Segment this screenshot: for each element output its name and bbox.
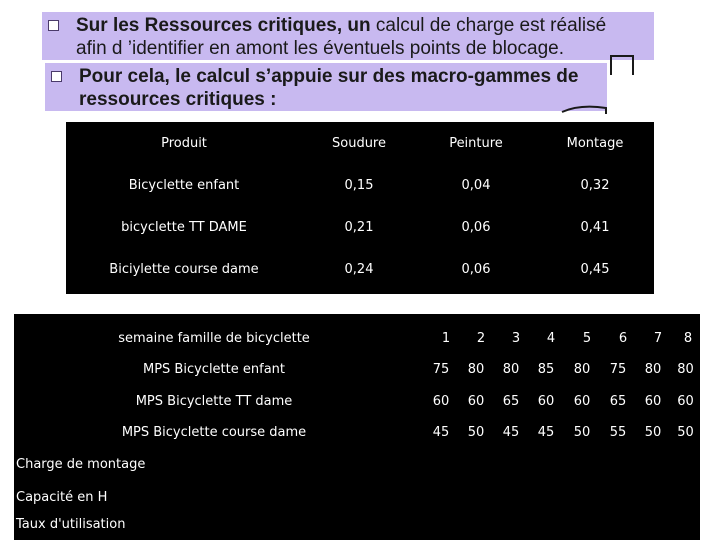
utilization-label: Taux d'utilisation bbox=[16, 517, 126, 532]
decorative-stroke bbox=[560, 104, 608, 118]
table-cell: 60 bbox=[644, 394, 662, 409]
table-cell: 0,04 bbox=[461, 177, 491, 193]
mps-load-table bbox=[14, 314, 700, 540]
table-cell: 60 bbox=[467, 394, 485, 409]
bullet-block-1 bbox=[42, 12, 654, 60]
week-header: 7 bbox=[653, 331, 663, 346]
table-cell: 50 bbox=[467, 425, 485, 440]
table-cell: 0,24 bbox=[344, 261, 374, 277]
table-header-row bbox=[66, 122, 654, 164]
table-cell: 45 bbox=[432, 425, 450, 440]
table-cell: 80 bbox=[644, 362, 662, 377]
table-cell: 80 bbox=[573, 362, 591, 377]
table-cell: 55 bbox=[609, 425, 627, 440]
table-cell: 60 bbox=[677, 394, 694, 409]
table-cell: 85 bbox=[537, 362, 555, 377]
week-header: 2 bbox=[476, 331, 486, 346]
square-bullet-icon bbox=[51, 71, 62, 82]
table-cell: 0,45 bbox=[580, 261, 610, 277]
header-cell: Peinture bbox=[449, 135, 503, 151]
table-row bbox=[14, 417, 700, 448]
macro-gamme-table bbox=[66, 122, 654, 294]
header-label: semaine famille de bicyclette bbox=[118, 331, 310, 346]
week-header: 6 bbox=[618, 331, 628, 346]
table-cell: 0,06 bbox=[461, 261, 491, 277]
table-row bbox=[66, 206, 654, 248]
decorative-frame bbox=[610, 55, 634, 75]
table-cell: 0,06 bbox=[461, 219, 491, 235]
row-label: MPS Bicyclette enfant bbox=[142, 362, 285, 377]
header-cell: Montage bbox=[566, 135, 624, 151]
table-cell: 0,21 bbox=[344, 219, 374, 235]
header-cell: Soudure bbox=[332, 135, 386, 151]
row-label: MPS Bicyclette TT dame bbox=[135, 394, 293, 409]
table-cell: Bicyclette enfant bbox=[128, 177, 240, 193]
header-cell: Produit bbox=[161, 135, 207, 151]
table-cell: 60 bbox=[537, 394, 555, 409]
week-header: 1 bbox=[441, 331, 451, 346]
table-cell: bicyclette TT DAME bbox=[121, 219, 247, 235]
week-header: 8 bbox=[683, 331, 693, 346]
week-header: 5 bbox=[582, 331, 592, 346]
bullet-1-rest-text: calcul de charge est réalisé bbox=[370, 15, 607, 36]
week-header: 3 bbox=[511, 331, 521, 346]
table-row bbox=[66, 248, 654, 290]
table-row bbox=[66, 164, 654, 206]
table-cell: 50 bbox=[573, 425, 591, 440]
table-cell: 60 bbox=[573, 394, 591, 409]
table-cell: 45 bbox=[502, 425, 520, 440]
table-cell: 50 bbox=[677, 425, 694, 440]
table-cell: 65 bbox=[609, 394, 627, 409]
table-cell: 75 bbox=[609, 362, 627, 377]
row-label: MPS Bicyclette course dame bbox=[121, 425, 307, 440]
table-cell: Biciylette course dame bbox=[109, 261, 259, 277]
table-header-row bbox=[14, 323, 700, 354]
table-cell: 80 bbox=[502, 362, 520, 377]
week-header: 4 bbox=[546, 331, 556, 346]
table-cell: 45 bbox=[537, 425, 555, 440]
table-row bbox=[14, 354, 700, 385]
bullet-block-2 bbox=[45, 63, 607, 111]
charge-label: Charge de montage bbox=[16, 457, 146, 472]
table-cell: 0,41 bbox=[580, 219, 610, 235]
table-cell: 80 bbox=[467, 362, 485, 377]
table-cell: 0,32 bbox=[580, 177, 610, 193]
capacity-label: Capacité en H bbox=[16, 490, 108, 505]
table-cell: 65 bbox=[502, 394, 520, 409]
table-cell: 0,15 bbox=[344, 177, 374, 193]
bullet-2-line-2: ressources critiques : bbox=[79, 89, 277, 110]
table-cell: 75 bbox=[432, 362, 450, 377]
table-cell: 60 bbox=[432, 394, 450, 409]
square-bullet-icon bbox=[48, 20, 59, 31]
table-cell: 50 bbox=[644, 425, 662, 440]
bullet-1-line-2: afin d ’identifier en amont les éventuels points de blocage. bbox=[76, 38, 564, 59]
table-cell: 80 bbox=[677, 362, 694, 377]
bullet-1-line-1 bbox=[76, 14, 606, 37]
bullet-1-bold-text: Sur les Ressources critiques, un bbox=[76, 15, 371, 36]
table-row bbox=[14, 386, 700, 417]
bullet-2-line-1: Pour cela, le calcul s’appuie sur des macro-gammes de bbox=[79, 66, 579, 87]
